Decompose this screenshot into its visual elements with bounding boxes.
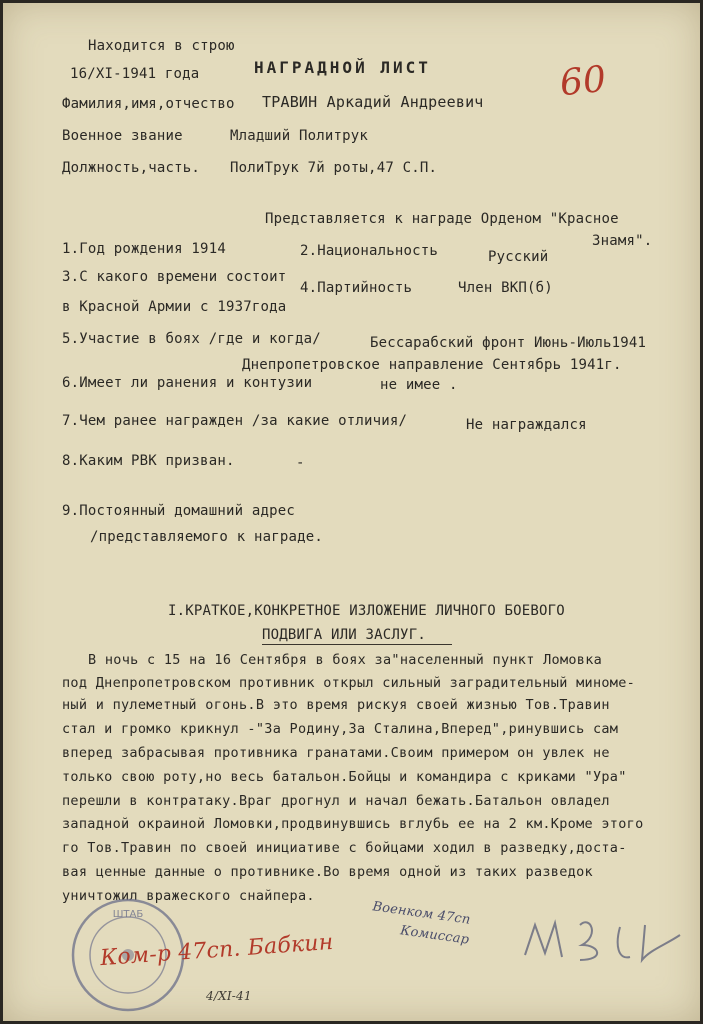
item-4-label: 4.Партийность (300, 280, 413, 296)
item-5-value-cont: Днепропетровское направление Сентябрь 1941г. (242, 357, 622, 373)
commissar-title: Военком 47сп (371, 899, 472, 928)
summary-line: уничтожил вражеского снайпера. (62, 888, 315, 904)
summary-line: В ночь с 15 на 16 Сентября в боях за"населенный пункт Ломовка (88, 652, 603, 668)
commander-signature: Ком-р 47сп. Бабкин (99, 929, 335, 972)
summary-heading-1: I.КРАТКОЕ,КОНКРЕТНОЕ ИЗЛОЖЕНИЕ ЛИЧНОГО БОЕВОГО (168, 603, 565, 619)
summary-line: го Тов.Травин по своей инициативе с бойцами ходил в разведку,доста- (62, 840, 627, 856)
summary-line: западной окраиной Ломовки,продвинувшись вглубь ее на 2 км.Кроме этого (62, 816, 644, 832)
item-1-birth-year: 1.Год рождения 1914 (62, 241, 226, 257)
award-intro-cont: Знамя". (592, 233, 653, 249)
item-7-label: 7.Чем ранее награжден /за какие отличия/ (62, 413, 408, 429)
summary-heading-2: ПОДВИГА ИЛИ ЗАСЛУГ. (262, 627, 426, 643)
item-5-label: 5.Участие в боях /где и когда/ (62, 331, 321, 347)
position-value: ПолиТрук 7й роты,47 С.П. (230, 160, 438, 176)
page-number-handwritten: 60 (557, 58, 609, 105)
item-6-value: не имее . (380, 377, 458, 393)
rank-label: Военное звание (62, 128, 183, 144)
item-9-label: 9.Постоянный домашний адрес (62, 503, 295, 519)
summary-line: стал и громко крикнул -"За Родину,За Сталина,Вперед",ринувшись сам (62, 721, 619, 737)
item-3-label-cont: в Красной Армии с 1937года (62, 299, 287, 315)
award-intro: Представляется к награде Орденом "Красное (265, 211, 619, 227)
commissar-signature-mark (520, 905, 690, 975)
position-label: Должность,часть. (62, 160, 201, 176)
date-note: 4/XI-41 (206, 989, 252, 1003)
item-5-value: Бессарабский фронт Июнь-Июль1941 (370, 335, 647, 351)
commissar-title-2: Комиссар (399, 923, 471, 948)
item-6-label: 6.Имеет ли ранения и контузии (62, 375, 313, 391)
document-title: НАГРАДНОЙ ЛИСТ (254, 58, 431, 77)
summary-line: перешли в контратаку.Враг дрогнул и начал бежать.Батальон овладел (62, 793, 610, 809)
rank-value: Младший Политрук (230, 128, 369, 144)
name-value: ТРАВИН Аркадий Андреевич (262, 93, 484, 111)
item-8-value: - (296, 455, 305, 471)
item-7-value: Не награждался (466, 417, 587, 433)
item-9-label-cont: /представляемого к награде. (90, 529, 323, 545)
summary-line: вая ценные данные о противнике.Во время одной из таких разведок (62, 864, 593, 880)
summary-line: ный и пулеметный огонь.В это время рискуя своей жизнью Тов.Травин (62, 697, 610, 713)
status-note-line1: Находится в строю (88, 38, 235, 54)
stamp-label: ШТАБ (112, 909, 144, 920)
summary-heading-underline (262, 644, 452, 645)
item-2-label: 2.Национальность (300, 243, 439, 259)
status-note-line2: 16/XI-1941 года (70, 66, 200, 82)
item-3-label: 3.С какого времени состоит (62, 269, 287, 285)
item-2-value: Русский (488, 249, 549, 265)
item-4-value: Член ВКП(б) (458, 280, 553, 296)
summary-line: вперед забрасывая противника гранатами.Своим примером он увлек не (62, 745, 610, 761)
name-label: Фамилия,имя,отчество (62, 96, 235, 112)
item-8-label: 8.Каким РВК призван. (62, 453, 235, 469)
summary-line: только свою роту,но весь батальон.Бойцы и командира с криками "Ура" (62, 769, 627, 785)
summary-line: под Днепропетровском противник открыл сильный заградительный миноме- (62, 675, 636, 691)
